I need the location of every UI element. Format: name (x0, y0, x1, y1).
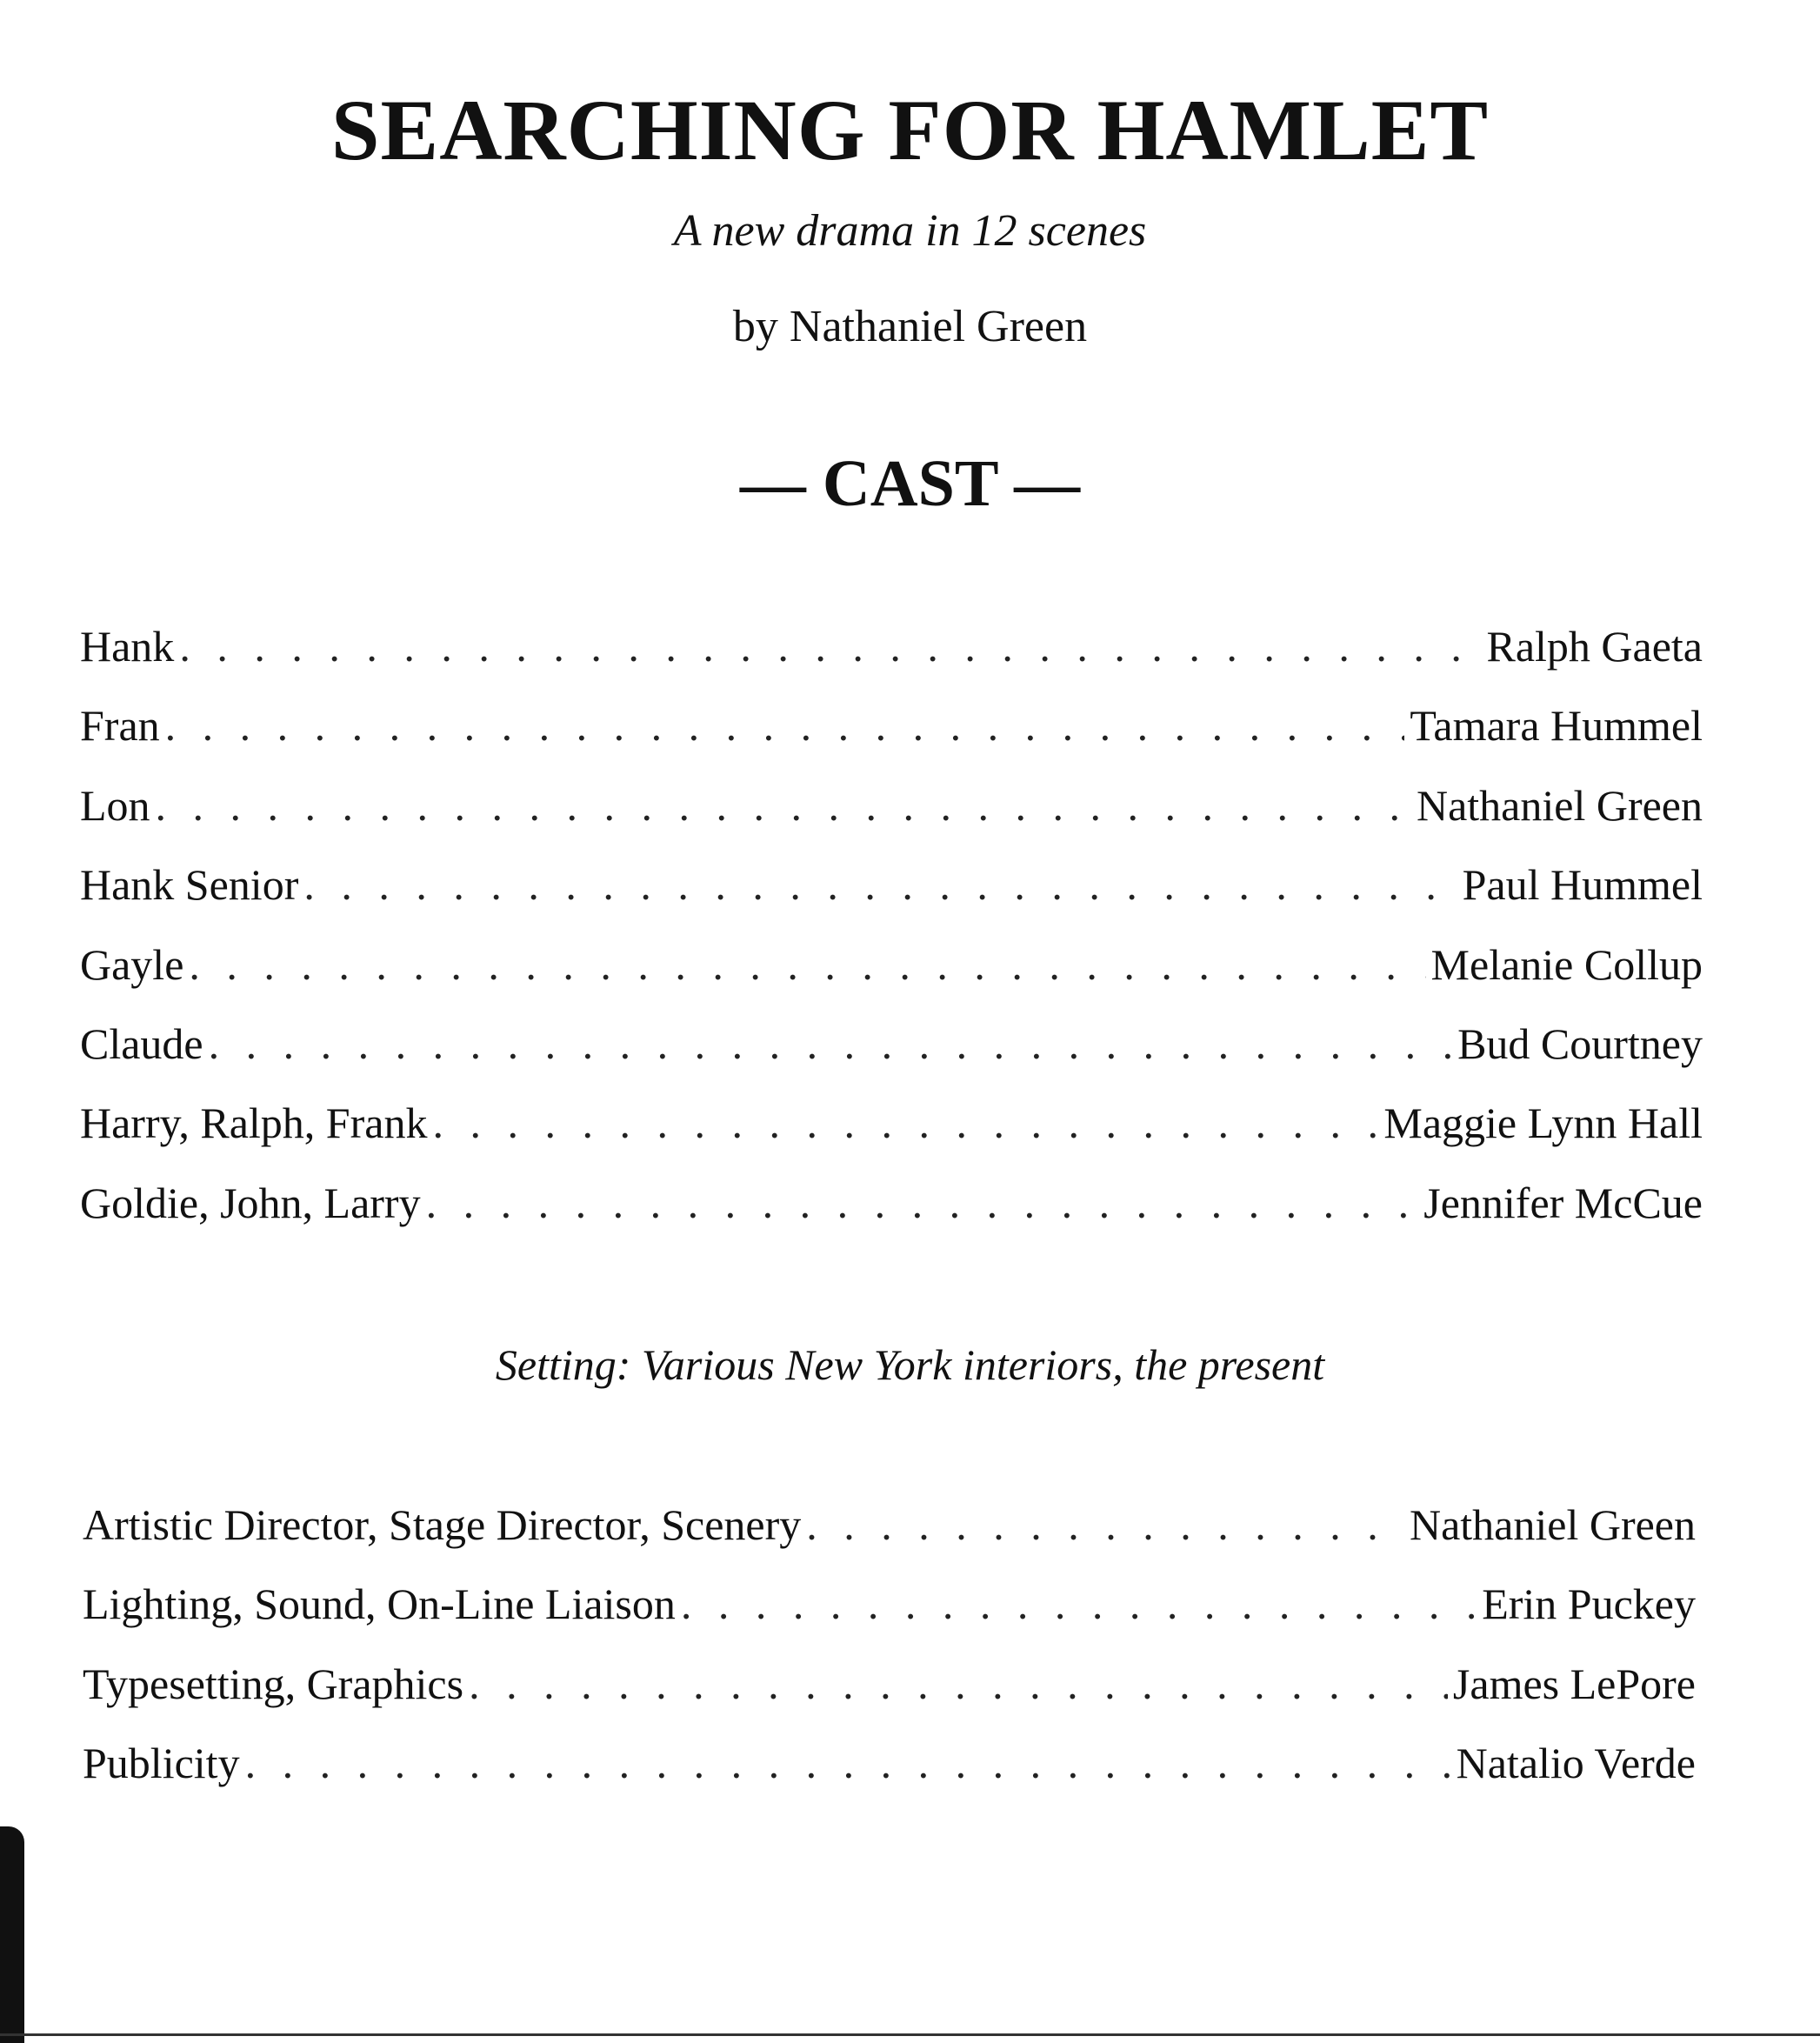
cast-actor: Nathaniel Green (1416, 780, 1703, 830)
cast-role: Claude (80, 1018, 203, 1068)
crew-person: James LePore (1452, 1659, 1696, 1708)
dot-leader (426, 1181, 1419, 1225)
crew-role: Artistic Director, Stage Director, Scenery (83, 1500, 802, 1549)
cast-row (80, 1018, 1703, 1101)
setting-line: Setting: Various New York interiors, the present (495, 1340, 1325, 1389)
cast-role: Lon (80, 780, 150, 830)
scan-edge-shadow (0, 1826, 24, 2043)
crew-list (83, 1500, 1696, 1821)
scan-bottom-line (0, 2033, 1820, 2036)
cast-role: Harry, Ralph, Frank (80, 1098, 428, 1148)
dot-leader (156, 784, 1411, 827)
crew-row (83, 1741, 1696, 1820)
crew-role: Typesetting, Graphics (83, 1659, 464, 1708)
cast-row (80, 780, 1703, 863)
crew-person: Nathaniel Green (1409, 1500, 1696, 1549)
cast-role: Fran (80, 701, 160, 751)
cast-actor: Tamara Hummel (1410, 701, 1703, 751)
cast-actor: Jennifer McCue (1423, 1178, 1703, 1227)
cast-row (80, 860, 1703, 942)
dot-leader (189, 943, 1425, 986)
cast-row (80, 1098, 1703, 1180)
cast-row (80, 939, 1703, 1022)
dot-leader (179, 624, 1481, 668)
cast-list (80, 624, 1703, 1260)
play-title: SEARCHING FOR HAMLET (330, 82, 1490, 178)
dot-leader (432, 1101, 1378, 1145)
cast-row (80, 1178, 1703, 1260)
cast-heading: — CAST — (739, 447, 1081, 520)
crew-role: Publicity (83, 1739, 240, 1788)
dot-leader (245, 1741, 1451, 1785)
dot-leader (806, 1503, 1404, 1546)
play-author: by Nathaniel Green (732, 302, 1088, 351)
dot-leader (681, 1582, 1477, 1626)
cast-actor: Ralph Gaeta (1486, 622, 1703, 671)
play-subtitle: A new drama in 12 scenes (673, 206, 1147, 256)
cast-actor: Melanie Collup (1430, 939, 1703, 989)
cast-actor: Bud Courtney (1457, 1018, 1703, 1068)
cast-role: Hank (80, 622, 175, 671)
crew-role: Lighting, Sound, On-Line Liaison (83, 1579, 676, 1629)
cast-role: Goldie, John, Larry (80, 1178, 421, 1227)
cast-role: Gayle (80, 939, 184, 989)
cast-role: Hank Senior (80, 860, 299, 910)
cast-row (80, 701, 1703, 783)
dot-leader (209, 1022, 1452, 1065)
cast-actor: Maggie Lynn Hall (1383, 1098, 1703, 1148)
crew-row (83, 1579, 1696, 1661)
crew-row (83, 1659, 1696, 1741)
cast-row (80, 624, 1703, 704)
dot-leader (469, 1662, 1448, 1706)
crew-person: Natalio Verde (1456, 1739, 1696, 1788)
dot-leader (165, 704, 1405, 747)
cast-actor: Paul Hummel (1462, 860, 1703, 910)
crew-person: Erin Puckey (1482, 1579, 1696, 1629)
dot-leader (303, 863, 1457, 906)
crew-row (83, 1500, 1696, 1582)
